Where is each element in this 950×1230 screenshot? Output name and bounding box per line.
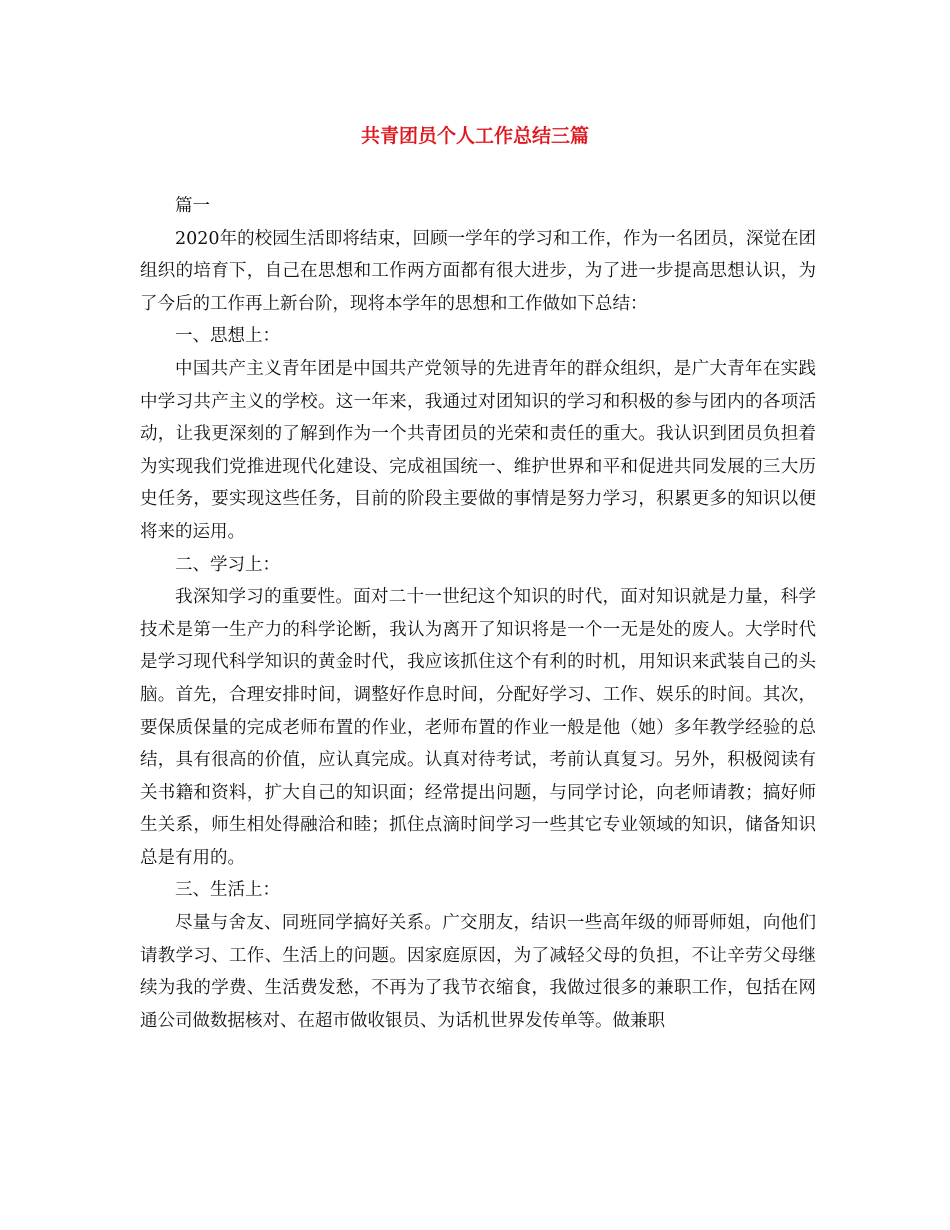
body-paragraph: 2020年的校园生活即将结束，回顾一学年的学习和工作，作为一名团员，深觉在团组织的培育下，自己在思想和工作两方面都有很大进步，为了进一步提高思想认识，为了今后的工作再上新台阶，现将本学年的思想和工作做如下总结： — [140, 228, 816, 314]
section-heading: 一、思想上： — [175, 326, 280, 347]
document-body — [140, 190, 816, 1037]
body-paragraph: 我深知学习的重要性。面对二十一世纪这个知识的时代，面对知识就是力量，科学技术是第一生产力的科学论断，我认为离开了知识将是一个一无是处的废人。大学时代是学习现代科学知识的黄金时代，我应该抓住这个有利的时机，用知识来武装自己的头脑。首先，合理安排时间，调整好作息时间，分配好学习、工作、娱乐的时间。其次，要保质保量的完成老师布置的作业，老师布置的作业一般是他（她）多年教学经验的总结，具有很高的价值，应认真完成。认真对待考试，考前认真复习。另外，积极阅读有关书籍和资料，扩大自己的知识面；经常提出问题，与同学讨论，向老师请教；搞好师生关系，师生相处得融洽和睦；抓住点滴时间学习一些其它专业领域的知识，储备知识总是有用的。 — [140, 587, 816, 868]
document-title: 共青团员个人工作总结三篇 — [360, 125, 589, 147]
section-heading: 二、学习上： — [175, 554, 280, 575]
body-paragraph: 尽量与舍友、同班同学搞好关系。广交朋友，结识一些高年级的师哥师姐，向他们请教学习、工作、生活上的问题。因家庭原因，为了减轻父母的负担，不让辛劳父母继续为我的学费、生活费发愁，不再为了我节衣缩食，我做过很多的兼职工作，包括在网通公司做数据核对、在超市做收银员、为话机世界发传单等。做兼职 — [140, 913, 816, 1031]
section-heading: 篇一 — [175, 196, 210, 216]
body-paragraph: 中国共产主义青年团是中国共产党领导的先进青年的群众组织，是广大青年在实践中学习共产主义的学校。这一年来，我通过对团知识的学习和积极的参与团内的各项活动，让我更深刻的了解到作为一个共青团员的光荣和责任的重大。我认识到团员负担着为实现我们党推进现代化建设、完成祖国统一、维护世界和平和促进共同发展的三大历史任务，要实现这些任务，目前的阶段主要做的事情是努力学习，积累更多的知识以便将来的运用。 — [140, 358, 816, 542]
section-heading: 三、生活上： — [175, 880, 280, 901]
